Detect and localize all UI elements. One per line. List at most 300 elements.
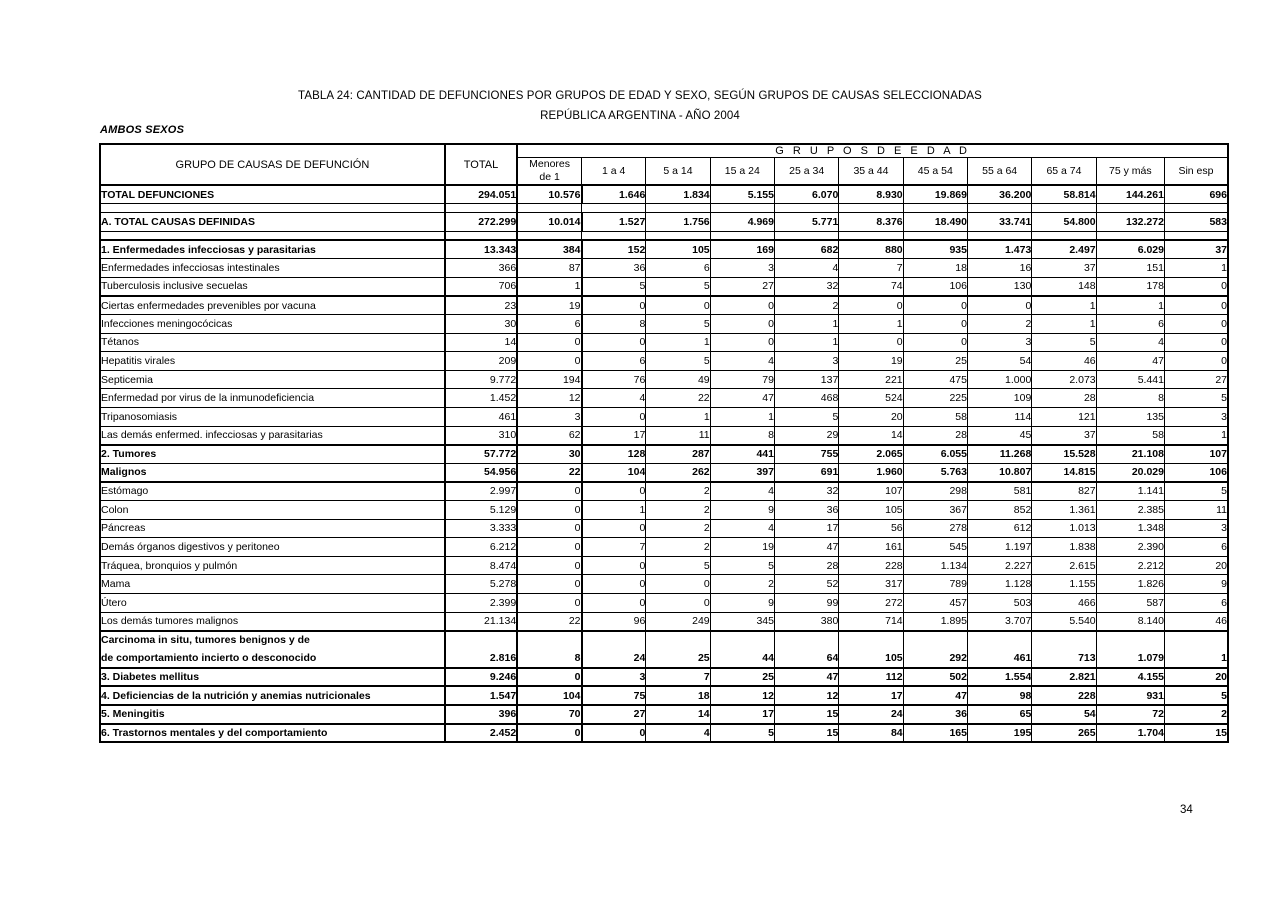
row-3-diabetes-mellitus-value-0: 9.246 — [445, 668, 517, 687]
row-6-trastornos-mentales-y-del-comportamien-value-0: 2.452 — [445, 724, 517, 743]
row-total-defunciones-value-9: 58.814 — [1032, 185, 1096, 204]
row-enfermedad-por-virus-de-la-inmunodeficie-value-6: 524 — [839, 389, 903, 408]
row-ciertas-enfermedades-prevenibles-por-vac-value-2: 0 — [582, 296, 646, 315]
row-estomago-value-3: 2 — [646, 482, 710, 501]
spacer-cell — [517, 204, 581, 213]
row-a-total-causas-definidas-value-6: 8.376 — [839, 213, 903, 232]
row-colon-value-9: 1.361 — [1032, 501, 1096, 520]
spacer-cell — [1164, 231, 1228, 240]
row-malignos-value-4: 397 — [710, 463, 774, 482]
row-malignos — [100, 463, 1228, 482]
row-1-enfermedades-infecciosas-y-parasitaria-value-11: 37 — [1164, 240, 1228, 259]
row-carcinoma-in-situ-tumores-benignos-y-de-value-8 — [967, 631, 1031, 650]
row-colon-value-7: 367 — [903, 501, 967, 520]
row-ciertas-enfermedades-prevenibles-por-vac-value-8: 0 — [967, 296, 1031, 315]
row-los-demas-tumores-malignos-value-5: 380 — [774, 612, 838, 631]
row-total-defunciones-value-8: 36.200 — [967, 185, 1031, 204]
row-enfermedades-infecciosas-intestinales-value-11: 1 — [1164, 259, 1228, 278]
row-carcinoma-in-situ-tumores-benignos-y-de-line1 — [100, 631, 1228, 650]
row-colon-value-3: 2 — [646, 501, 710, 520]
row-carcinoma-in-situ-tumores-benignos-y-de-value-4 — [710, 631, 774, 650]
row-tetanos-value-11: 0 — [1164, 333, 1228, 352]
row-hepatitis-virales-value-4: 4 — [710, 352, 774, 371]
row-tripanosomiasis-value-6: 20 — [839, 408, 903, 427]
spacer-cell — [903, 231, 967, 240]
row-los-demas-tumores-malignos-value-4: 345 — [710, 612, 774, 631]
row-enfermedades-infecciosas-intestinales-value-6: 7 — [839, 259, 903, 278]
row-septicemia-value-1: 194 — [517, 370, 581, 389]
table-container — [99, 143, 1229, 743]
table-header — [100, 144, 1228, 185]
row-las-demas-enfermed-infecciosas-y-parasit-value-7: 28 — [903, 426, 967, 445]
row-infecciones-meningococicas-value-10: 6 — [1096, 315, 1164, 334]
row-tetanos — [100, 333, 1228, 352]
row-tuberculosis-inclusive-secuelas-value-10: 178 — [1096, 277, 1164, 296]
row-malignos-value-8: 10.807 — [967, 463, 1031, 482]
row-ciertas-enfermedades-prevenibles-por-vac-value-3: 0 — [646, 296, 710, 315]
row-enfermedad-por-virus-de-la-inmunodeficie-value-9: 28 — [1032, 389, 1096, 408]
row-6-trastornos-mentales-y-del-comportamien-value-1: 0 — [517, 724, 581, 743]
row-enfermedad-por-virus-de-la-inmunodeficie-value-5: 468 — [774, 389, 838, 408]
row-demas-organos-digestivos-y-peritoneo-value-11: 6 — [1164, 538, 1228, 557]
spacer-cell — [517, 231, 581, 240]
row-4-deficiencias-de-la-nutricion-y-anemias-value-6: 17 — [839, 686, 903, 705]
row-carcinoma-in-situ-tumores-benignos-y-de-value-9 — [1032, 631, 1096, 650]
row-septicemia-value-4: 79 — [710, 370, 774, 389]
row-infecciones-meningococicas-value-1: 6 — [517, 315, 581, 334]
row-carcinoma-in-situ-tumores-benignos-y-de-line2 — [100, 649, 1228, 668]
row-enfermedad-por-virus-de-la-inmunodeficie-value-11: 5 — [1164, 389, 1228, 408]
row-tuberculosis-inclusive-secuelas-value-2: 5 — [582, 277, 646, 296]
row-traquea-bronquios-y-pulmon-value-5: 28 — [774, 556, 838, 575]
row-colon-value-2: 1 — [582, 501, 646, 520]
row-2-tumores-value-10: 21.108 — [1096, 445, 1164, 464]
row-3-diabetes-mellitus-value-4: 25 — [710, 668, 774, 687]
row-utero-value-0: 2.399 — [445, 593, 517, 612]
row-tetanos-value-3: 1 — [646, 333, 710, 352]
row-total-defunciones-value-1: 10.576 — [517, 185, 581, 204]
row-hepatitis-virales-value-7: 25 — [903, 352, 967, 371]
deaths-by-age-and-cause-table — [99, 143, 1229, 743]
row-traquea-bronquios-y-pulmon-value-7: 1.134 — [903, 556, 967, 575]
row-2-tumores-value-9: 15.528 — [1032, 445, 1096, 464]
row-a-total-causas-definidas-value-9: 54.800 — [1032, 213, 1096, 232]
row-total-defunciones — [100, 185, 1228, 204]
row-pancreas-value-3: 2 — [646, 519, 710, 538]
row-2-tumores-value-6: 2.065 — [839, 445, 903, 464]
header-age-15-a-24: 15 a 24 — [710, 158, 774, 186]
row-malignos-value-6: 1.960 — [839, 463, 903, 482]
row-carcinoma-in-situ-tumores-benignos-y-de-value-1: 8 — [517, 649, 581, 668]
row-utero-value-6: 272 — [839, 593, 903, 612]
row-traquea-bronquios-y-pulmon-value-2: 0 — [582, 556, 646, 575]
spacer-cell — [1096, 231, 1164, 240]
row-tetanos-value-8: 3 — [967, 333, 1031, 352]
row-2-tumores-value-11: 107 — [1164, 445, 1228, 464]
row-6-trastornos-mentales-y-del-comportamien-value-5: 15 — [774, 724, 838, 743]
spacer-cell — [445, 231, 517, 240]
row-utero — [100, 593, 1228, 612]
row-total-defunciones-value-6: 8.930 — [839, 185, 903, 204]
spacer-cell — [1164, 204, 1228, 213]
row-pancreas-value-8: 612 — [967, 519, 1031, 538]
row-1-enfermedades-infecciosas-y-parasitaria-label: 1. Enfermedades infecciosas y parasitarias — [100, 240, 445, 259]
row-ciertas-enfermedades-prevenibles-por-vac-value-10: 1 — [1096, 296, 1164, 315]
row-4-deficiencias-de-la-nutricion-y-anemias-value-11: 5 — [1164, 686, 1228, 705]
row-5-meningitis-value-10: 72 — [1096, 705, 1164, 724]
row-carcinoma-in-situ-tumores-benignos-y-de-value-3 — [646, 631, 710, 650]
header-row-group — [100, 144, 1228, 158]
row-traquea-bronquios-y-pulmon-value-8: 2.227 — [967, 556, 1031, 575]
row-carcinoma-in-situ-tumores-benignos-y-de-value-2: 24 — [582, 649, 646, 668]
row-colon-value-8: 852 — [967, 501, 1031, 520]
row-utero-value-7: 457 — [903, 593, 967, 612]
row-tripanosomiasis-value-0: 461 — [445, 408, 517, 427]
row-pancreas-value-10: 1.348 — [1096, 519, 1164, 538]
row-pancreas-value-6: 56 — [839, 519, 903, 538]
row-enfermedades-infecciosas-intestinales-value-10: 151 — [1096, 259, 1164, 278]
row-ciertas-enfermedades-prevenibles-por-vac-value-4: 0 — [710, 296, 774, 315]
spacer-cell — [710, 204, 774, 213]
header-age-75-y-mas: 75 y más — [1096, 158, 1164, 186]
row-carcinoma-in-situ-tumores-benignos-y-de-value-2 — [582, 631, 646, 650]
row-malignos-value-2: 104 — [582, 463, 646, 482]
row-hepatitis-virales-value-9: 46 — [1032, 352, 1096, 371]
row-carcinoma-in-situ-tumores-benignos-y-de-value-5: 64 — [774, 649, 838, 668]
row-2-tumores — [100, 445, 1228, 464]
row-3-diabetes-mellitus-value-1: 0 — [517, 668, 581, 687]
spacer-cell — [445, 204, 517, 213]
row-septicemia-value-10: 5.441 — [1096, 370, 1164, 389]
row-los-demas-tumores-malignos-value-1: 22 — [517, 612, 581, 631]
row-enfermedades-infecciosas-intestinales-value-8: 16 — [967, 259, 1031, 278]
page-subtitle: REPÚBLICA ARGENTINA - AÑO 2004 — [540, 110, 740, 122]
row-carcinoma-in-situ-tumores-benignos-y-de-value-11: 1 — [1164, 649, 1228, 668]
row-septicemia-value-6: 221 — [839, 370, 903, 389]
row-enfermedad-por-virus-de-la-inmunodeficie-value-3: 22 — [646, 389, 710, 408]
row-4-deficiencias-de-la-nutricion-y-anemias-label: 4. Deficiencias de la nutrición y anemias nutricionales — [100, 686, 445, 705]
row-6-trastornos-mentales-y-del-comportamien-value-3: 4 — [646, 724, 710, 743]
row-las-demas-enfermed-infecciosas-y-parasit-value-8: 45 — [967, 426, 1031, 445]
row-carcinoma-in-situ-tumores-benignos-y-de-value-6: 105 — [839, 649, 903, 668]
row-mama-value-7: 789 — [903, 575, 967, 594]
row-a-total-causas-definidas-value-10: 132.272 — [1096, 213, 1164, 232]
row-enfermedad-por-virus-de-la-inmunodeficie-value-10: 8 — [1096, 389, 1164, 408]
row-traquea-bronquios-y-pulmon — [100, 556, 1228, 575]
row-los-demas-tumores-malignos-value-10: 8.140 — [1096, 612, 1164, 631]
row-3-diabetes-mellitus-value-8: 1.554 — [967, 668, 1031, 687]
row-colon-value-4: 9 — [710, 501, 774, 520]
row-hepatitis-virales-value-10: 47 — [1096, 352, 1164, 371]
row-hepatitis-virales-value-8: 54 — [967, 352, 1031, 371]
row-4-deficiencias-de-la-nutricion-y-anemias-value-2: 75 — [582, 686, 646, 705]
row-3-diabetes-mellitus — [100, 668, 1228, 687]
spacer-cell — [582, 204, 646, 213]
row-pancreas-value-7: 278 — [903, 519, 967, 538]
row-5-meningitis-value-1: 70 — [517, 705, 581, 724]
row-estomago — [100, 482, 1228, 501]
spacer-cell — [646, 204, 710, 213]
header-total-column: TOTAL — [445, 144, 517, 185]
row-1-enfermedades-infecciosas-y-parasitaria-value-9: 2.497 — [1032, 240, 1096, 259]
spacer-cell — [967, 231, 1031, 240]
header-age-65-a-74: 65 a 74 — [1032, 158, 1096, 186]
row-tripanosomiasis-value-5: 5 — [774, 408, 838, 427]
row-tuberculosis-inclusive-secuelas-value-8: 130 — [967, 277, 1031, 296]
row-enfermedades-infecciosas-intestinales-value-3: 6 — [646, 259, 710, 278]
row-tuberculosis-inclusive-secuelas-value-4: 27 — [710, 277, 774, 296]
row-2-tumores-value-4: 441 — [710, 445, 774, 464]
row-las-demas-enfermed-infecciosas-y-parasit-value-9: 37 — [1032, 426, 1096, 445]
row-2-tumores-value-1: 30 — [517, 445, 581, 464]
row-septicemia-label: Septicemia — [100, 370, 445, 389]
row-estomago-value-8: 581 — [967, 482, 1031, 501]
row-carcinoma-in-situ-tumores-benignos-y-de-value-3: 25 — [646, 649, 710, 668]
row-4-deficiencias-de-la-nutricion-y-anemias-value-7: 47 — [903, 686, 967, 705]
row-traquea-bronquios-y-pulmon-value-9: 2.615 — [1032, 556, 1096, 575]
row-malignos-value-0: 54.956 — [445, 463, 517, 482]
row-1-enfermedades-infecciosas-y-parasitaria-value-10: 6.029 — [1096, 240, 1164, 259]
row-estomago-value-6: 107 — [839, 482, 903, 501]
row-traquea-bronquios-y-pulmon-value-10: 2.212 — [1096, 556, 1164, 575]
row-las-demas-enfermed-infecciosas-y-parasit-value-11: 1 — [1164, 426, 1228, 445]
row-4-deficiencias-de-la-nutricion-y-anemias-value-0: 1.547 — [445, 686, 517, 705]
row-hepatitis-virales-value-3: 5 — [646, 352, 710, 371]
row-hepatitis-virales — [100, 352, 1228, 371]
row-mama-label: Mama — [100, 575, 445, 594]
row-2-tumores-value-2: 128 — [582, 445, 646, 464]
row-pancreas-value-2: 0 — [582, 519, 646, 538]
row-hepatitis-virales-value-2: 6 — [582, 352, 646, 371]
row-carcinoma-in-situ-tumores-benignos-y-de-value-4: 44 — [710, 649, 774, 668]
row-mama-value-1: 0 — [517, 575, 581, 594]
row-las-demas-enfermed-infecciosas-y-parasit-value-6: 14 — [839, 426, 903, 445]
row-estomago-value-4: 4 — [710, 482, 774, 501]
row-3-diabetes-mellitus-value-9: 2.821 — [1032, 668, 1096, 687]
row-a-total-causas-definidas-value-11: 583 — [1164, 213, 1228, 232]
spacer-cell — [1096, 204, 1164, 213]
row-las-demas-enfermed-infecciosas-y-parasit-value-0: 310 — [445, 426, 517, 445]
row-demas-organos-digestivos-y-peritoneo-value-5: 47 — [774, 538, 838, 557]
row-4-deficiencias-de-la-nutricion-y-anemias-value-10: 931 — [1096, 686, 1164, 705]
row-utero-value-4: 9 — [710, 593, 774, 612]
sex-group-label: AMBOS SEXOS — [100, 124, 185, 136]
row-a-total-causas-definidas-label: A. TOTAL CAUSAS DEFINIDAS — [100, 213, 445, 232]
row-demas-organos-digestivos-y-peritoneo-value-10: 2.390 — [1096, 538, 1164, 557]
row-tuberculosis-inclusive-secuelas-value-0: 706 — [445, 277, 517, 296]
row-colon-value-10: 2.385 — [1096, 501, 1164, 520]
row-6-trastornos-mentales-y-del-comportamien-value-4: 5 — [710, 724, 774, 743]
row-1-enfermedades-infecciosas-y-parasitaria-value-8: 1.473 — [967, 240, 1031, 259]
row-5-meningitis-value-5: 15 — [774, 705, 838, 724]
row-tripanosomiasis-label: Tripanosomiasis — [100, 408, 445, 427]
row-mama-value-8: 1.128 — [967, 575, 1031, 594]
row-las-demas-enfermed-infecciosas-y-parasit — [100, 426, 1228, 445]
row-tetanos-value-5: 1 — [774, 333, 838, 352]
spacer-cell — [839, 231, 903, 240]
row-5-meningitis-value-0: 396 — [445, 705, 517, 724]
row-5-meningitis — [100, 705, 1228, 724]
row-colon-value-11: 11 — [1164, 501, 1228, 520]
row-estomago-value-11: 5 — [1164, 482, 1228, 501]
row-mama-value-0: 5.278 — [445, 575, 517, 594]
row-infecciones-meningococicas-value-6: 1 — [839, 315, 903, 334]
row-utero-value-2: 0 — [582, 593, 646, 612]
row-utero-value-1: 0 — [517, 593, 581, 612]
row-infecciones-meningococicas-value-0: 30 — [445, 315, 517, 334]
row-malignos-value-5: 691 — [774, 463, 838, 482]
row-pancreas-value-9: 1.013 — [1032, 519, 1096, 538]
row-5-meningitis-label: 5. Meningitis — [100, 705, 445, 724]
row-enfermedades-infecciosas-intestinales-label: Enfermedades infecciosas intestinales — [100, 259, 445, 278]
header-age-line1: Menores — [529, 158, 571, 170]
row-enfermedad-por-virus-de-la-inmunodeficie-value-4: 47 — [710, 389, 774, 408]
row-total-defunciones-value-5: 6.070 — [774, 185, 838, 204]
row-6-trastornos-mentales-y-del-comportamien-value-11: 15 — [1164, 724, 1228, 743]
row-a-total-causas-definidas-value-0: 272.299 — [445, 213, 517, 232]
row-tuberculosis-inclusive-secuelas — [100, 277, 1228, 296]
row-total-defunciones-value-3: 1.834 — [646, 185, 710, 204]
row-estomago-value-5: 32 — [774, 482, 838, 501]
row-enfermedad-por-virus-de-la-inmunodeficie-value-8: 109 — [967, 389, 1031, 408]
header-age-1-a-4: 1 a 4 — [582, 158, 646, 186]
row-estomago-value-1: 0 — [517, 482, 581, 501]
row-septicemia-value-3: 49 — [646, 370, 710, 389]
row-traquea-bronquios-y-pulmon-value-11: 20 — [1164, 556, 1228, 575]
row-1-enfermedades-infecciosas-y-parasitaria-value-4: 169 — [710, 240, 774, 259]
row-3-diabetes-mellitus-value-2: 3 — [582, 668, 646, 687]
row-a-total-causas-definidas-value-8: 33.741 — [967, 213, 1031, 232]
row-5-meningitis-value-8: 65 — [967, 705, 1031, 724]
row-tuberculosis-inclusive-secuelas-value-1: 1 — [517, 277, 581, 296]
row-tetanos-label: Tétanos — [100, 333, 445, 352]
row-tetanos-value-2: 0 — [582, 333, 646, 352]
row-tripanosomiasis-value-8: 114 — [967, 408, 1031, 427]
row-mama-value-4: 2 — [710, 575, 774, 594]
row-total-defunciones-value-7: 19.869 — [903, 185, 967, 204]
row-tetanos-value-6: 0 — [839, 333, 903, 352]
row-carcinoma-in-situ-tumores-benignos-y-de-value-10: 1.079 — [1096, 649, 1164, 668]
row-septicemia-value-5: 137 — [774, 370, 838, 389]
row-los-demas-tumores-malignos — [100, 612, 1228, 631]
row-carcinoma-in-situ-tumores-benignos-y-de-value-9: 713 — [1032, 649, 1096, 668]
row-septicemia-value-0: 9.772 — [445, 370, 517, 389]
row-5-meningitis-value-9: 54 — [1032, 705, 1096, 724]
spacer-cell — [710, 231, 774, 240]
row-3-diabetes-mellitus-value-6: 112 — [839, 668, 903, 687]
row-4-deficiencias-de-la-nutricion-y-anemias-value-5: 12 — [774, 686, 838, 705]
row-5-meningitis-value-11: 2 — [1164, 705, 1228, 724]
row-a-total-causas-definidas-value-2: 1.527 — [582, 213, 646, 232]
row-pancreas-value-0: 3.333 — [445, 519, 517, 538]
row-las-demas-enfermed-infecciosas-y-parasit-value-1: 62 — [517, 426, 581, 445]
row-colon-value-6: 105 — [839, 501, 903, 520]
row-ciertas-enfermedades-prevenibles-por-vac-value-7: 0 — [903, 296, 967, 315]
row-traquea-bronquios-y-pulmon-value-4: 5 — [710, 556, 774, 575]
row-ciertas-enfermedades-prevenibles-por-vac-value-11: 0 — [1164, 296, 1228, 315]
row-a-total-causas-definidas-value-1: 10.014 — [517, 213, 581, 232]
row-mama-value-3: 0 — [646, 575, 710, 594]
row-carcinoma-in-situ-tumores-benignos-y-de-value-0: 2.816 — [445, 649, 517, 668]
row-mama — [100, 575, 1228, 594]
row-ciertas-enfermedades-prevenibles-por-vac-value-1: 19 — [517, 296, 581, 315]
row-5-meningitis-value-7: 36 — [903, 705, 967, 724]
row-carcinoma-in-situ-tumores-benignos-y-de-value-8: 461 — [967, 649, 1031, 668]
header-age-55-a-64: 55 a 64 — [967, 158, 1031, 186]
row-infecciones-meningococicas-label: Infecciones meningocócicas — [100, 315, 445, 334]
row-tetanos-value-10: 4 — [1096, 333, 1164, 352]
row-ciertas-enfermedades-prevenibles-por-vac-value-9: 1 — [1032, 296, 1096, 315]
row-las-demas-enfermed-infecciosas-y-parasit-value-3: 11 — [646, 426, 710, 445]
row-hepatitis-virales-value-11: 0 — [1164, 352, 1228, 371]
row-enfermedades-infecciosas-intestinales-value-9: 37 — [1032, 259, 1096, 278]
row-los-demas-tumores-malignos-value-9: 5.540 — [1032, 612, 1096, 631]
row-pancreas-label: Páncreas — [100, 519, 445, 538]
row-6-trastornos-mentales-y-del-comportamien-value-6: 84 — [839, 724, 903, 743]
row-4-deficiencias-de-la-nutricion-y-anemias-value-4: 12 — [710, 686, 774, 705]
row-demas-organos-digestivos-y-peritoneo-value-6: 161 — [839, 538, 903, 557]
page-number: 34 — [1180, 804, 1193, 816]
row-traquea-bronquios-y-pulmon-value-6: 228 — [839, 556, 903, 575]
row-enfermedades-infecciosas-intestinales-value-5: 4 — [774, 259, 838, 278]
row-hepatitis-virales-value-1: 0 — [517, 352, 581, 371]
header-age-25-a-34: 25 a 34 — [774, 158, 838, 186]
row-2-tumores-value-0: 57.772 — [445, 445, 517, 464]
spacer-cell — [903, 204, 967, 213]
row-1-enfermedades-infecciosas-y-parasitaria-value-3: 105 — [646, 240, 710, 259]
row-malignos-value-7: 5.763 — [903, 463, 967, 482]
row-6-trastornos-mentales-y-del-comportamien-value-7: 165 — [903, 724, 967, 743]
row-los-demas-tumores-malignos-value-7: 1.895 — [903, 612, 967, 631]
row-1-enfermedades-infecciosas-y-parasitaria-value-6: 880 — [839, 240, 903, 259]
table-body — [100, 185, 1228, 742]
row-demas-organos-digestivos-y-peritoneo — [100, 538, 1228, 557]
row-1-enfermedades-infecciosas-y-parasitaria-value-1: 384 — [517, 240, 581, 259]
row-septicemia-value-8: 1.000 — [967, 370, 1031, 389]
row-los-demas-tumores-malignos-value-11: 46 — [1164, 612, 1228, 631]
row-1-enfermedades-infecciosas-y-parasitaria-value-5: 682 — [774, 240, 838, 259]
row-tuberculosis-inclusive-secuelas-value-9: 148 — [1032, 277, 1096, 296]
row-los-demas-tumores-malignos-value-2: 96 — [582, 612, 646, 631]
row-mama-value-6: 317 — [839, 575, 903, 594]
row-carcinoma-in-situ-tumores-benignos-y-de-label-line1: Carcinoma in situ, tumores benignos y de — [100, 631, 445, 650]
row-estomago-value-2: 0 — [582, 482, 646, 501]
row-3-diabetes-mellitus-value-3: 7 — [646, 668, 710, 687]
row-tetanos-value-1: 0 — [517, 333, 581, 352]
row-traquea-bronquios-y-pulmon-value-1: 0 — [517, 556, 581, 575]
row-6-trastornos-mentales-y-del-comportamien-value-8: 195 — [967, 724, 1031, 743]
row-3-diabetes-mellitus-value-11: 20 — [1164, 668, 1228, 687]
row-4-deficiencias-de-la-nutricion-y-anemias-value-1: 104 — [517, 686, 581, 705]
row-traquea-bronquios-y-pulmon-value-3: 5 — [646, 556, 710, 575]
row-las-demas-enfermed-infecciosas-y-parasit-value-10: 58 — [1096, 426, 1164, 445]
row-5-meningitis-value-2: 27 — [582, 705, 646, 724]
row-tuberculosis-inclusive-secuelas-value-5: 32 — [774, 277, 838, 296]
row-1-enfermedades-infecciosas-y-parasitaria-value-0: 13.343 — [445, 240, 517, 259]
row-septicemia — [100, 370, 1228, 389]
row-infecciones-meningococicas-value-5: 1 — [774, 315, 838, 334]
row-3-diabetes-mellitus-label: 3. Diabetes mellitus — [100, 668, 445, 687]
row-demas-organos-digestivos-y-peritoneo-value-2: 7 — [582, 538, 646, 557]
header-age-groups-span: G R U P O S D E E D A D — [517, 144, 1228, 158]
row-carcinoma-in-situ-tumores-benignos-y-de-value-0 — [445, 631, 517, 650]
row-mama-value-9: 1.155 — [1032, 575, 1096, 594]
row-tripanosomiasis-value-1: 3 — [517, 408, 581, 427]
row-hepatitis-virales-label: Hepatitis virales — [100, 352, 445, 371]
row-enfermedades-infecciosas-intestinales-value-4: 3 — [710, 259, 774, 278]
row-a-total-causas-definidas-value-4: 4.969 — [710, 213, 774, 232]
row-enfermedad-por-virus-de-la-inmunodeficie-value-0: 1.452 — [445, 389, 517, 408]
